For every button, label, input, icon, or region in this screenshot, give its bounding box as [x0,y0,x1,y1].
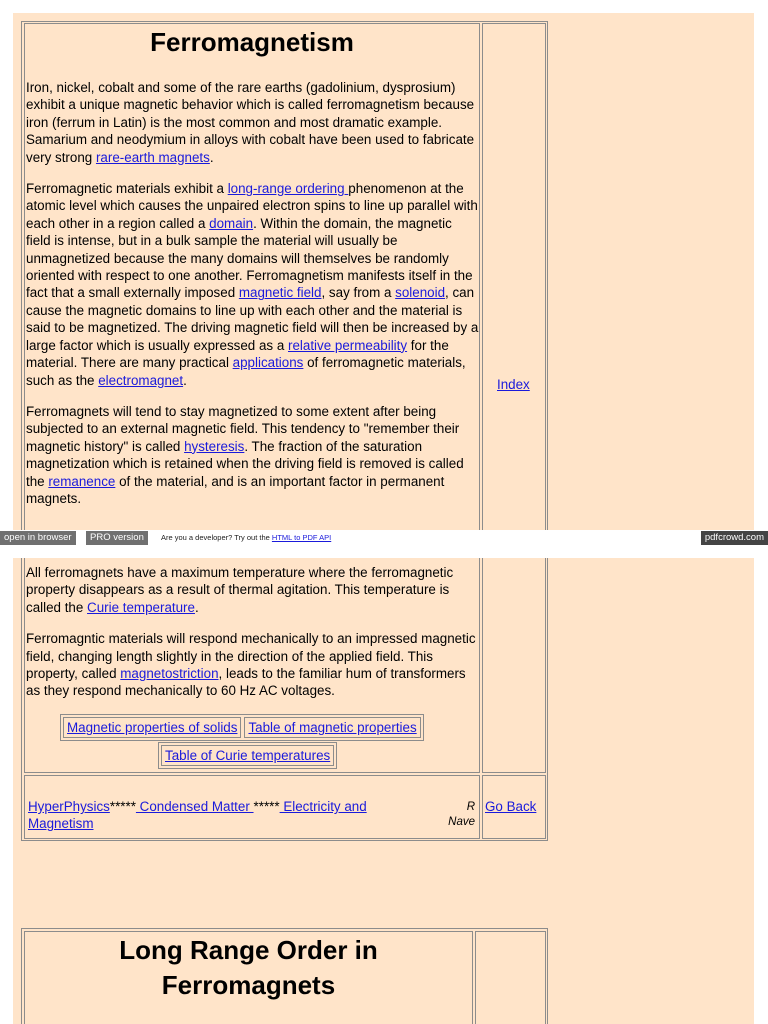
link-long-range-ordering[interactable]: long-range ordering [227,181,349,197]
link-hysteresis[interactable]: hysteresis [184,438,245,454]
html-to-pdf-api-link[interactable]: HTML to PDF API [271,533,332,542]
link-remanence[interactable]: remanence [48,473,116,489]
pdfcrowd-brand-button[interactable]: pdfcrowd.com [701,531,768,545]
open-in-browser-button[interactable]: open in browser [0,531,76,545]
index-cell-cont [482,558,546,773]
pro-version-button[interactable]: PRO version [86,531,148,545]
link-magnetic-properties-of-solids[interactable]: Magnetic properties of solids [67,720,238,735]
paragraph-hysteresis: Ferromagnets will tend to stay magnetized to some extent after being subjected to an external magnetic field. This tendency to "remember their magnetic history" is called hysteresis. The fraction of the saturation magnetization which is retained when the driving field is removed is called the remanence of the material, and is an important factor in permanent magnets. [26,403,464,506]
link-relative-permeability[interactable]: relative permeability [288,337,408,353]
link-solenoid[interactable]: solenoid [395,285,446,301]
link-magnetic-field[interactable]: magnetic field [238,285,322,301]
section2-index-cell [475,931,546,1024]
related-links-row1 [60,714,424,741]
link-rare-earth-magnets[interactable]: rare-earth magnets [95,149,210,165]
pdfcrowd-bar [0,530,768,546]
paragraph-long-range: Ferromagnetic materials exhibit a long-range ordering phenomenon at the atomic level which causes the unpaired electron spins to line up parallel with each other in a region called a domain. Within the domain, the magnetic field is intense, but in a bulk sample the material will usually be unmagnetized because the many domains will themselves be randomly oriented with respect to one another. Ferromagnetism manifests itself in the fact that a small externally imposed magnetic field, say from a solenoid, can cause the magnetic domains to line up with each other and the material is said to be magnetized. The driving magnetic field will then be increased by a large factor which is usually expressed as a relative permeability for the material. There are many practical applications of ferromagnetic materials, such as the electromagnet. [26,181,479,388]
paragraph-intro: Iron, nickel, cobalt and some of the rare earths (gadolinium, dysprosium) exhibit a unique magnetic behavior which is called ferromagnetism because iron (ferrum in Latin) is the most common and most dramatic example. Samarium and neodymium in alloys with cobalt have been used to fabricate very strong rare-earth magnets. [26,80,475,165]
pdf-page-1 [13,13,754,530]
link-applications[interactable]: applications [232,355,304,371]
page-title: Ferromagnetism [150,27,354,57]
paragraph-curie: All ferromagnets have a maximum temperature where the ferromagnetic property disappears as a result of thermal agitation. This temperature is called the Curie temperature. [26,565,454,615]
page-gap [0,546,768,558]
link-magnetostriction[interactable]: magnetostriction [120,666,219,682]
article-body-cont [26,564,479,700]
section2-title: Long Range Order in Ferromagnets [119,935,378,1000]
go-back-link[interactable]: Go Back [485,799,537,814]
link-curie-temperature[interactable]: Curie temperature [87,599,195,615]
pdf-page-2 [13,558,754,1024]
link-table-of-curie-temperatures[interactable]: Table of Curie temperatures [165,748,331,763]
link-electricity-and-magnetism[interactable]: Electricity and Magnetism [28,799,367,831]
article-body [26,79,479,507]
link-hyperphysics[interactable]: HyperPhysics [28,799,110,814]
index-link[interactable]: Index [497,377,530,392]
related-links-row2 [158,742,337,769]
breadcrumb-nav: HyperPhysics***** Condensed Matter ***** Electricity and Magnetism [28,799,367,831]
index-cell [482,23,546,530]
author-credit: R Nave [448,801,475,828]
link-condensed-matter[interactable]: Condensed Matter [135,799,254,814]
paragraph-magnetostriction: Ferromagntic materials will respond mechanically to an impressed magnetic field, changing length slightly in the direction of the applied field. This property, called magnetostriction, leads to the familiar hum of transformers as they respond mechanically to 60 Hz AC voltages. [26,631,476,699]
link-table-of-magnetic-properties[interactable]: Table of magnetic properties [248,720,417,735]
link-electromagnet[interactable]: electromagnet [98,372,184,388]
developer-promo: Are you a developer? Try out the HTML to PDF API [161,533,332,542]
link-domain[interactable]: domain [209,215,254,231]
